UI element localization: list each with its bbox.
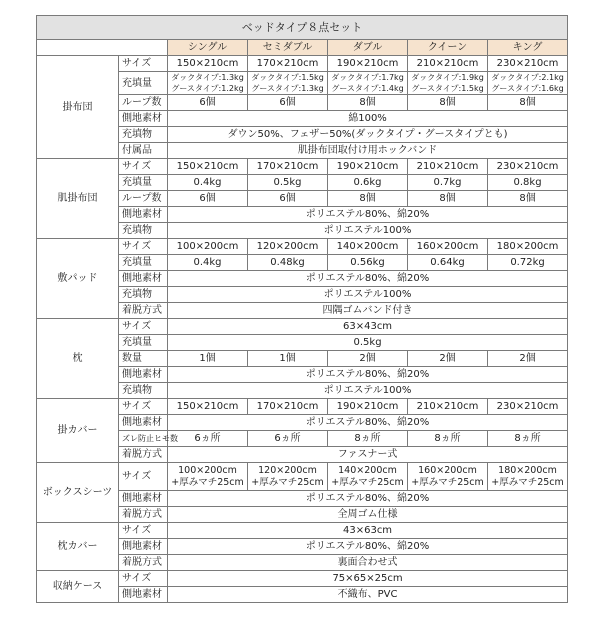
value-line: グースタイプ:1.4kg xyxy=(331,84,404,93)
value-cell: 230×210cm xyxy=(488,399,568,415)
attribute-label: 着脱方式 xyxy=(119,507,168,523)
attribute-label: ズレ防止ヒモ数 xyxy=(119,431,168,447)
column-header-queen: クイーン xyxy=(408,40,488,56)
attribute-label: 充填物 xyxy=(119,383,168,399)
value-cell: 210×210cm xyxy=(408,159,488,175)
attribute-label: 側地素材 xyxy=(119,111,168,127)
value-line: グースタイプ:1.6kg xyxy=(491,84,564,93)
category-label: 収納ケース xyxy=(37,571,119,603)
value-line: ダックタイプ:1.3kg xyxy=(171,73,244,82)
merged-value-cell: 43×63cm xyxy=(168,523,568,539)
value-cell: 6個 xyxy=(168,191,248,207)
attribute-label: 側地素材 xyxy=(119,415,168,431)
attribute-label: 充填量 xyxy=(119,175,168,191)
attribute-label: 数量 xyxy=(119,351,168,367)
merged-value-cell: 裏面合わせ式 xyxy=(168,555,568,571)
value-cell: 0.48kg xyxy=(248,255,328,271)
value-cell xyxy=(248,72,328,95)
merged-value-cell: 全周ゴム仕様 xyxy=(168,507,568,523)
merged-value-cell: 0.5kg xyxy=(168,335,568,351)
attribute-label: サイズ xyxy=(119,159,168,175)
attribute-label: サイズ xyxy=(119,399,168,415)
value-cell: 0.56kg xyxy=(328,255,408,271)
title-row xyxy=(37,16,568,40)
value-line: 180×200cm xyxy=(498,464,557,476)
value-cell: 8個 xyxy=(408,191,488,207)
value-line: +厚みマチ25cm xyxy=(491,476,564,488)
value-cell: 8ヵ所 xyxy=(328,431,408,447)
value-line: ダックタイプ:1.7kg xyxy=(331,73,404,82)
category-label: ボックスシーツ xyxy=(37,463,119,523)
value-line: 120×200cm xyxy=(258,464,317,476)
value-cell: 8個 xyxy=(328,95,408,111)
value-cell: 6個 xyxy=(248,191,328,207)
attribute-label: サイズ xyxy=(119,571,168,587)
value-line: グースタイプ:1.2kg xyxy=(171,84,244,93)
value-cell: 0.5kg xyxy=(248,175,328,191)
table-row xyxy=(37,56,568,72)
merged-value-cell: 肌掛布団取付け用ホックバンド xyxy=(168,143,568,159)
attribute-label: ループ数 xyxy=(119,95,168,111)
value-line: +厚みマチ25cm xyxy=(171,476,244,488)
value-cell: 160×200cm xyxy=(408,239,488,255)
value-cell xyxy=(488,72,568,95)
table-row xyxy=(37,239,568,255)
value-cell: 0.6kg xyxy=(328,175,408,191)
attribute-label: 着脱方式 xyxy=(119,303,168,319)
value-cell: 170×210cm xyxy=(248,56,328,72)
attribute-label: 側地素材 xyxy=(119,539,168,555)
value-cell: 1個 xyxy=(168,351,248,367)
merged-value-cell: 綿100% xyxy=(168,111,568,127)
value-cell: 190×210cm xyxy=(328,56,408,72)
merged-value-cell: 四隅ゴムバンド付き xyxy=(168,303,568,319)
merged-value-cell: ダウン50%、フェザー50%(ダックタイプ・グースタイプとも) xyxy=(168,127,568,143)
attribute-label: 充填量 xyxy=(119,255,168,271)
value-cell xyxy=(248,463,328,491)
attribute-label: 側地素材 xyxy=(119,587,168,603)
table-row xyxy=(37,571,568,587)
value-cell xyxy=(328,72,408,95)
table-row xyxy=(37,399,568,415)
column-header-row xyxy=(37,40,568,56)
attribute-label: 充填物 xyxy=(119,223,168,239)
value-cell: 8ヵ所 xyxy=(408,431,488,447)
value-cell: 140×200cm xyxy=(328,239,408,255)
value-cell: 1個 xyxy=(248,351,328,367)
merged-value-cell: ポリエステル80%、綿20% xyxy=(168,367,568,383)
merged-value-cell: ポリエステル100% xyxy=(168,287,568,303)
value-cell: 6ヵ所 xyxy=(248,431,328,447)
merged-value-cell: 63×43cm xyxy=(168,319,568,335)
merged-value-cell: ポリエステル80%、綿20% xyxy=(168,271,568,287)
value-cell: 2個 xyxy=(488,351,568,367)
value-cell xyxy=(168,463,248,491)
value-cell xyxy=(408,72,488,95)
value-line: ダックタイプ:2.1kg xyxy=(491,73,564,82)
value-cell: 210×210cm xyxy=(408,56,488,72)
category-label: 枕 xyxy=(37,319,119,399)
column-header-double: ダブル xyxy=(328,40,408,56)
attribute-label: サイズ xyxy=(119,523,168,539)
category-label: 敷パッド xyxy=(37,239,119,319)
attribute-label: ループ数 xyxy=(119,191,168,207)
value-cell: 230×210cm xyxy=(488,56,568,72)
merged-value-cell: 75×65×25cm xyxy=(168,571,568,587)
value-cell: 2個 xyxy=(408,351,488,367)
value-cell: 2個 xyxy=(328,351,408,367)
table-row xyxy=(37,319,568,335)
attribute-label: 着脱方式 xyxy=(119,447,168,463)
category-label: 肌掛布団 xyxy=(37,159,119,239)
value-line: +厚みマチ25cm xyxy=(251,476,324,488)
category-label: 枕カバー xyxy=(37,523,119,571)
value-cell: 8個 xyxy=(488,191,568,207)
value-cell: 6個 xyxy=(168,95,248,111)
attribute-label: 側地素材 xyxy=(119,491,168,507)
merged-value-cell: ポリエステル100% xyxy=(168,223,568,239)
value-cell: 120×200cm xyxy=(248,239,328,255)
value-line: +厚みマチ25cm xyxy=(331,476,404,488)
attribute-label: サイズ xyxy=(119,239,168,255)
value-cell: 8個 xyxy=(488,95,568,111)
attribute-label: 側地素材 xyxy=(119,367,168,383)
merged-value-cell: ファスナー式 xyxy=(168,447,568,463)
value-line: グースタイプ:1.5kg xyxy=(411,84,484,93)
value-cell: 180×200cm xyxy=(488,239,568,255)
value-line: 140×200cm xyxy=(338,464,397,476)
attribute-label: 充填物 xyxy=(119,287,168,303)
table-title: ベッドタイプ８点セット xyxy=(37,16,568,40)
spec-table xyxy=(36,15,568,603)
column-header-king: キング xyxy=(488,40,568,56)
value-cell: 0.4kg xyxy=(168,255,248,271)
merged-value-cell: ポリエステル80%、綿20% xyxy=(168,415,568,431)
value-line: グースタイプ:1.3kg xyxy=(251,84,324,93)
table-row xyxy=(37,463,568,491)
value-cell: 170×210cm xyxy=(248,399,328,415)
merged-value-cell: ポリエステル80%、綿20% xyxy=(168,491,568,507)
value-cell: 150×210cm xyxy=(168,56,248,72)
attribute-label: サイズ xyxy=(119,56,168,72)
value-cell: 150×210cm xyxy=(168,399,248,415)
value-cell: 0.7kg xyxy=(408,175,488,191)
value-cell: 8個 xyxy=(328,191,408,207)
value-cell: 6ヵ所 xyxy=(168,431,248,447)
value-line: ダックタイプ:1.9kg xyxy=(411,73,484,82)
merged-value-cell: ポリエステル100% xyxy=(168,383,568,399)
value-cell: 0.64kg xyxy=(408,255,488,271)
merged-value-cell: ポリエステル80%、綿20% xyxy=(168,539,568,555)
value-cell xyxy=(168,72,248,95)
attribute-label: 側地素材 xyxy=(119,207,168,223)
value-line: +厚みマチ25cm xyxy=(411,476,484,488)
value-cell: 0.4kg xyxy=(168,175,248,191)
category-label: 掛布団 xyxy=(37,56,119,159)
value-cell: 150×210cm xyxy=(168,159,248,175)
value-cell: 230×210cm xyxy=(488,159,568,175)
value-cell: 170×210cm xyxy=(248,159,328,175)
attribute-label: 充填量 xyxy=(119,72,168,95)
value-cell: 0.8kg xyxy=(488,175,568,191)
value-cell: 100×200cm xyxy=(168,239,248,255)
attribute-label: 充填物 xyxy=(119,127,168,143)
attribute-label: サイズ xyxy=(119,463,168,491)
table-row xyxy=(37,159,568,175)
value-line: 100×200cm xyxy=(178,464,237,476)
value-cell xyxy=(408,463,488,491)
attribute-label: 側地素材 xyxy=(119,271,168,287)
value-cell xyxy=(488,463,568,491)
spec-table-wrap xyxy=(36,15,568,603)
value-cell: 190×210cm xyxy=(328,399,408,415)
value-cell: 6個 xyxy=(248,95,328,111)
table-row xyxy=(37,523,568,539)
value-line: 160×200cm xyxy=(418,464,477,476)
merged-value-cell: ポリエステル80%、綿20% xyxy=(168,207,568,223)
value-cell: 190×210cm xyxy=(328,159,408,175)
attribute-label: 充填量 xyxy=(119,335,168,351)
attribute-label: 着脱方式 xyxy=(119,555,168,571)
value-cell xyxy=(328,463,408,491)
column-header-single: シングル xyxy=(168,40,248,56)
value-cell: 0.72kg xyxy=(488,255,568,271)
merged-value-cell: 不織布、PVC xyxy=(168,587,568,603)
attribute-label: 付属品 xyxy=(119,143,168,159)
value-cell: 8ヵ所 xyxy=(488,431,568,447)
header-blank-cell xyxy=(37,40,168,56)
column-header-semidouble: セミダブル xyxy=(248,40,328,56)
value-cell: 8個 xyxy=(408,95,488,111)
value-line: ダックタイプ:1.5kg xyxy=(251,73,324,82)
attribute-label: サイズ xyxy=(119,319,168,335)
value-cell: 210×210cm xyxy=(408,399,488,415)
category-label: 掛カバー xyxy=(37,399,119,463)
